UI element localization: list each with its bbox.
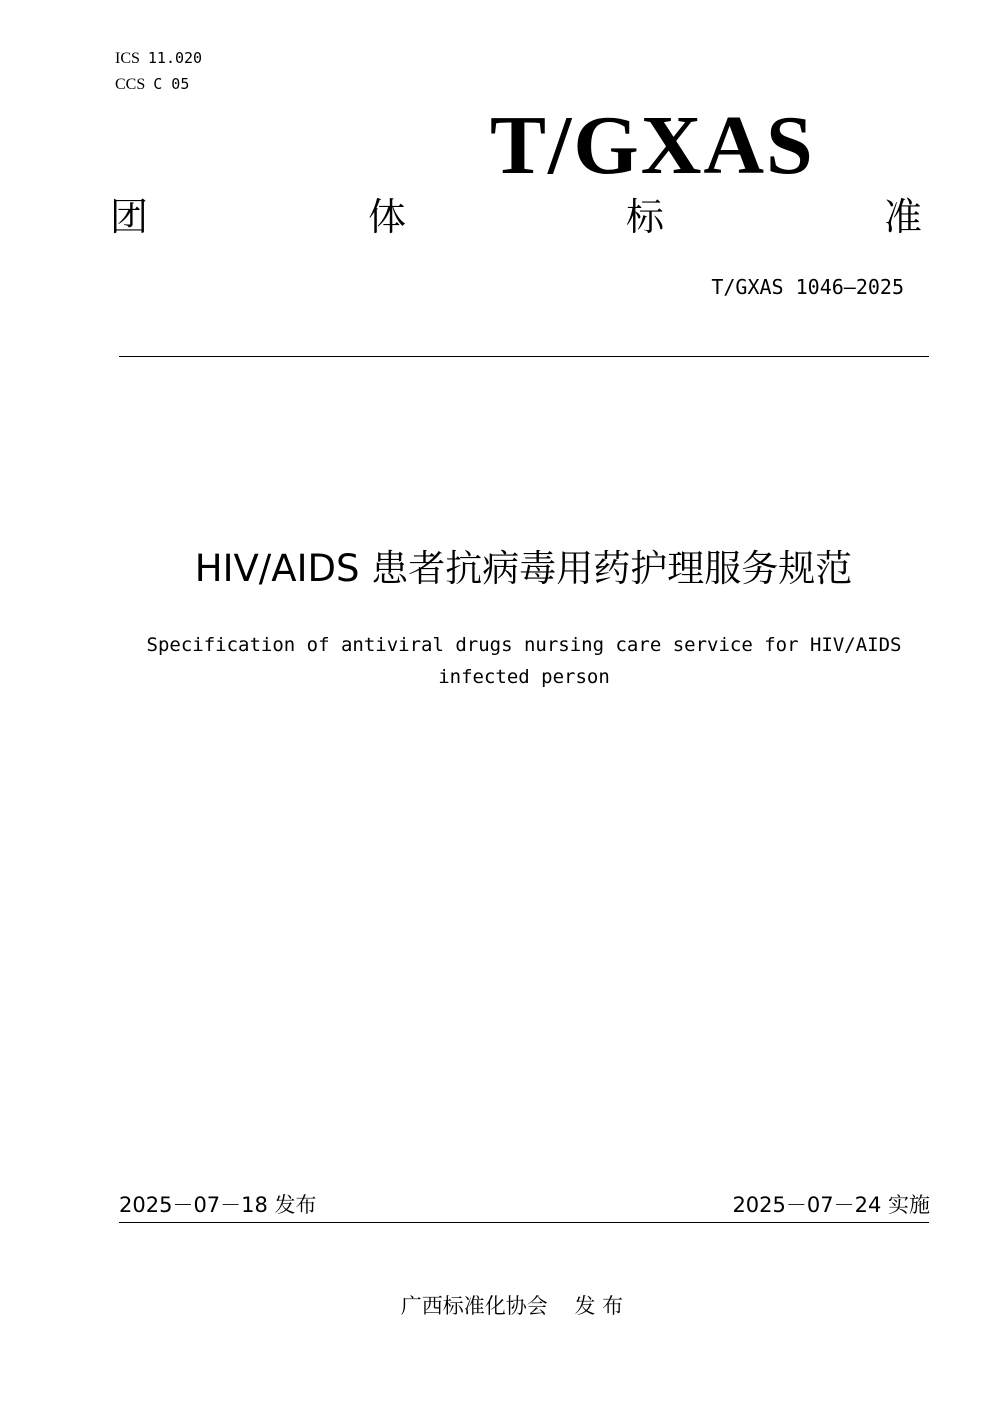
standard-brand-logo: T/GXAS xyxy=(490,99,815,192)
standard-type-char: 团 xyxy=(110,195,149,239)
ics-label: ICS xyxy=(115,50,140,67)
ics-value: 11.020 xyxy=(147,49,203,67)
title-en-line: Specification of antiviral drugs nursing care service for HIV/AIDS xyxy=(146,634,902,656)
standard-type-char: 标 xyxy=(625,195,664,239)
document-title-cn: HIV/AIDS 患者抗病毒用药护理服务规范 xyxy=(194,547,853,590)
standard-number: T/GXAS 1046—2025 xyxy=(711,275,904,299)
standard-type-char: 体 xyxy=(367,195,406,239)
ics-code xyxy=(115,48,202,69)
document-title-en xyxy=(100,629,948,693)
ccs-label: CCS xyxy=(115,76,146,93)
ccs-code xyxy=(115,74,189,95)
ccs-value: C 05 xyxy=(153,75,190,93)
publisher: 广西标准化协会 发 布 xyxy=(400,1294,624,1318)
top-divider xyxy=(119,356,929,357)
standard-type-heading xyxy=(110,192,922,242)
bottom-divider xyxy=(119,1222,929,1223)
effective-date: 2025－07－24 实施 xyxy=(732,1193,930,1217)
standard-type-char: 准 xyxy=(883,195,922,239)
title-en-line: infected person xyxy=(438,666,610,688)
issue-date: 2025－07－18 发布 xyxy=(119,1193,317,1217)
